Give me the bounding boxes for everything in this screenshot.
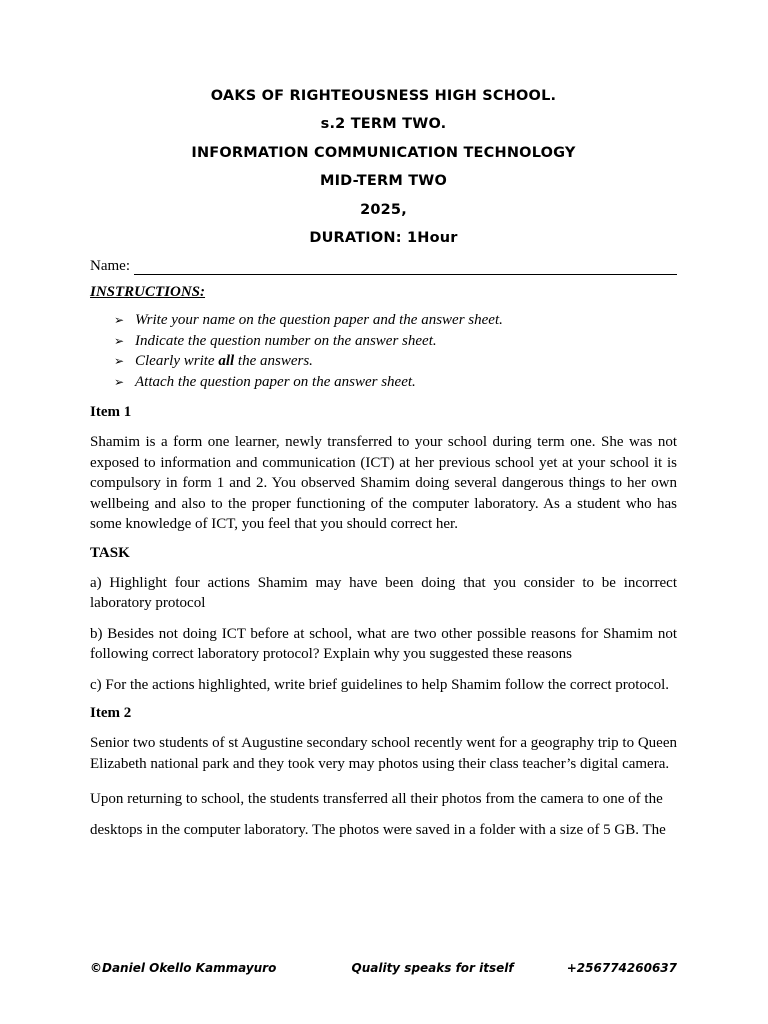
instruction-item: [114, 372, 677, 393]
arrow-bullet-icon: ➢: [114, 333, 125, 348]
task-title: TASK: [90, 544, 130, 561]
item2-paragraph-2-line-1: Upon returning to school, the students transferred all their photos from the camera to one of the: [90, 791, 663, 808]
item2-paragraph-1: Senior two students of st Augustine secondary school recently went for a geography trip to Queen Elizabeth national park and they took very may photos using their class teacher’s digital camera.: [90, 735, 677, 772]
instruction-item: [114, 331, 677, 352]
exam-duration: DURATION: 1Hour: [309, 229, 458, 246]
instruction-text: Attach the question paper on the answer sheet.: [135, 373, 416, 390]
arrow-bullet-icon: ➢: [114, 354, 125, 369]
item2-title: Item 2: [90, 705, 132, 722]
item1-title: Item 1: [90, 404, 132, 421]
item2-paragraph-2-line-2: desktops in the computer laboratory. The photos were saved in a folder with a size of 5 GB. The: [90, 822, 666, 839]
instructions-title: INSTRUCTIONS:: [90, 284, 206, 301]
name-label: Name:: [90, 258, 130, 275]
name-blank-line: [134, 260, 677, 275]
instruction-text-pre: Clearly write: [135, 353, 219, 370]
instructions-list: [90, 310, 677, 392]
instruction-text: Write your name on the question paper and the answer sheet.: [135, 312, 503, 329]
instruction-text-post: the answers.: [234, 353, 313, 370]
task-b: b) Besides not doing ICT before at school, what are two other possible reasons for Shamim not following correct laboratory protocol? Explain why you suggested these reasons: [90, 625, 677, 663]
name-field-row: [90, 258, 677, 275]
instruction-text: [135, 351, 313, 372]
instruction-item: [114, 351, 677, 372]
instruction-item: [114, 310, 677, 331]
arrow-bullet-icon: ➢: [114, 313, 125, 328]
task-a: a) Highlight four actions Shamim may have been doing that you consider to be incorrect laboratory protocol: [90, 574, 677, 612]
instruction-text: Indicate the question number on the answer sheet.: [135, 332, 437, 349]
term-label: s.2 TERM TWO.: [320, 116, 447, 133]
instruction-text-emphasis: all: [218, 353, 235, 370]
footer-author: ©Daniel Okello Kammayuro: [90, 961, 277, 975]
task-c: c) For the actions highlighted, write brief guidelines to help Shamim follow the correct protocol.: [90, 676, 670, 693]
footer-motto: Quality speaks for itself: [351, 961, 514, 975]
subject-title: INFORMATION COMMUNICATION TECHNOLOGY: [191, 144, 576, 161]
arrow-bullet-icon: ➢: [114, 374, 125, 389]
exam-title: MID-TERM TWO: [319, 173, 448, 190]
school-name: OAKS OF RIGHTEOUSNESS HIGH SCHOOL.: [210, 88, 557, 104]
exam-year: 2025,: [360, 201, 407, 218]
item1-scenario: Shamim is a form one learner, newly transferred to your school during term one. She was not exposed to information and communication (ICT) at her previous school yet at your school it is compulsory in form 1 and 2. You observed Shamim doing several dangerous things to her own wellbeing and also to the proper functioning of the computer laboratory. As a student who has some knowledge of ICT, you feel that you should correct her.: [90, 434, 677, 533]
page-footer: [90, 961, 677, 975]
footer-phone: +256774260637: [566, 961, 677, 975]
exam-page: [90, 88, 677, 846]
